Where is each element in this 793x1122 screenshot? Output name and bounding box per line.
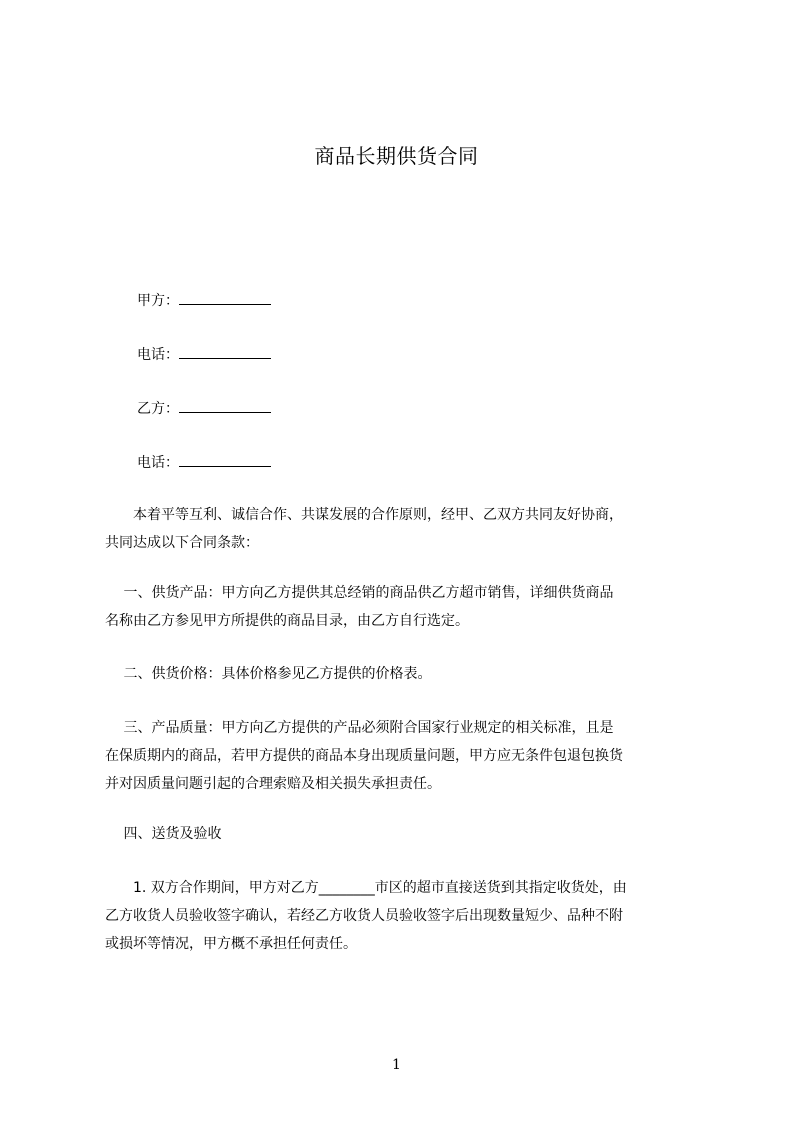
document-title: 商品长期供货合同: [314, 144, 479, 168]
party-a-phone-blank: [179, 344, 271, 359]
intro-line-2: 共同达成以下合同条款：: [105, 535, 259, 551]
clause-3-line-1: 三、产品质量：甲方向乙方提供的产品必须附合国家行业规定的相关标准，且是: [105, 720, 614, 736]
clause-4-item-1-line-3: 或损坏等情况，甲方概不承担任何责任。: [105, 936, 357, 952]
party-b-phone-label: 电话：: [137, 455, 179, 471]
party-b-label: 乙方：: [137, 401, 179, 417]
page-number: 1: [392, 1057, 401, 1073]
clause-delivery-heading: [105, 820, 698, 848]
intro-paragraph: [105, 501, 698, 557]
clause-4-heading: 四、送货及验收: [105, 826, 222, 842]
party-b-phone-field: [137, 452, 271, 473]
intro-line-1: 本着平等互利、诚信合作、共谋发展的合作原则，经甲、乙双方共同友好协商，: [105, 507, 623, 523]
clause-4-item-1-line-2: 乙方收货人员验收签字确认，若经乙方收货人员验收签字后出现数量短少、品种不附: [105, 908, 623, 924]
clause-product-quality: [105, 714, 698, 798]
clause-supply-price: [105, 660, 698, 688]
clause-4-item-1-line-1: 1. 双方合作期间，甲方对乙方________市区的超市直接送货到其指定收货处，由: [105, 880, 627, 896]
clause-1-line-1: 一、供货产品：甲方向乙方提供其总经销的商品供乙方超市销售，详细供货商品: [105, 585, 614, 601]
clause-3-line-2: 在保质期内的商品，若甲方提供的商品本身出现质量问题，甲方应无条件包退包换货: [105, 748, 623, 764]
party-a-field: [137, 290, 271, 311]
party-b-field: [137, 398, 271, 419]
party-b-blank: [179, 398, 271, 413]
clause-1-line-2: 名称由乙方参见甲方所提供的商品目录，由乙方自行选定。: [105, 613, 469, 629]
party-a-phone-field: [137, 344, 271, 365]
clause-3-line-3: 并对因质量问题引起的合理索赔及相关损失承担责任。: [105, 776, 441, 792]
clause-2-line-1: 二、供货价格：具体价格参见乙方提供的价格表。: [105, 666, 432, 682]
party-b-phone-blank: [179, 452, 271, 467]
clause-delivery-item-1: [105, 874, 698, 958]
party-a-label: 甲方：: [137, 293, 179, 309]
party-a-blank: [179, 290, 271, 305]
clause-supply-products: [105, 579, 698, 635]
party-a-phone-label: 电话：: [137, 347, 179, 363]
